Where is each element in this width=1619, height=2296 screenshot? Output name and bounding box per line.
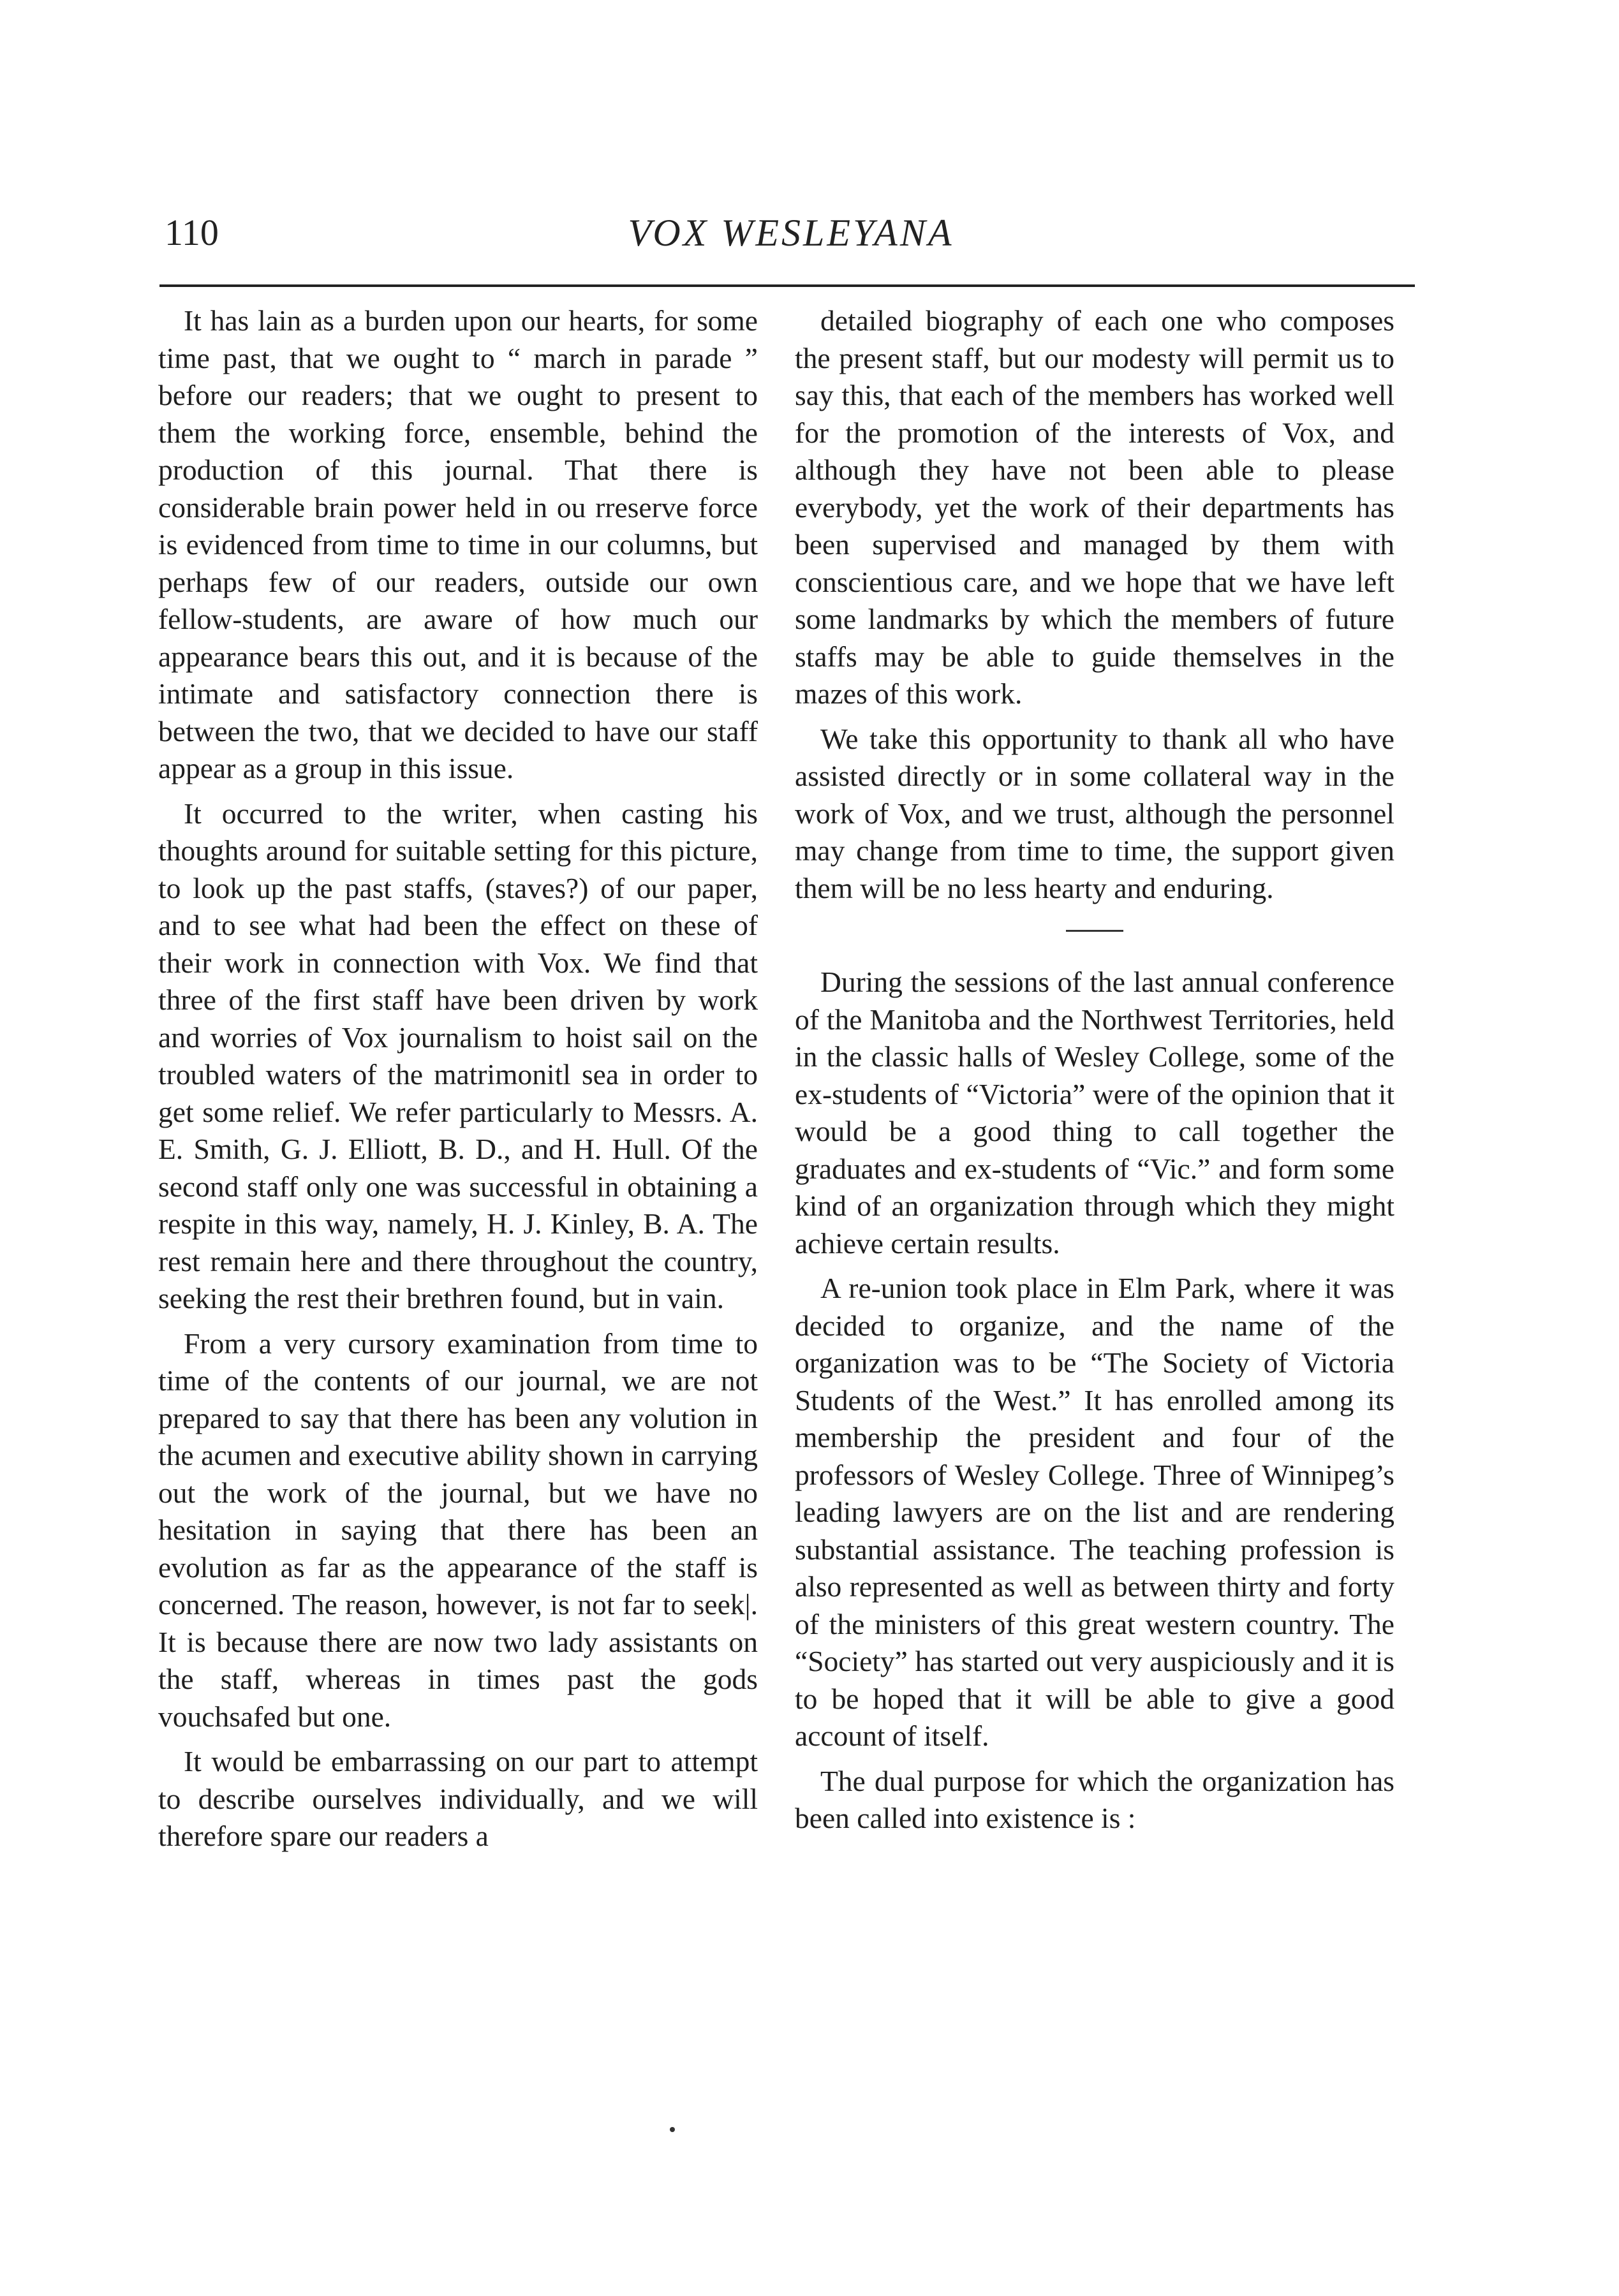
page-number: 110 xyxy=(165,212,219,253)
paragraph: We take this opportunity to thank all who have assisted directly or in some collateral way in the work of Vox, and we trust, although the personnel may change from time to time, the support given them will be no less hearty and enduring. xyxy=(795,722,1394,904)
paragraph: A re-union took place in Elm Park, where it was decided to organize, and the name of the organization was to be “The Society of Victoria Students of the West.” It has enrolled among its membership the president and four of the professors of Wesley College. Three of Winnipeg’s leading lawyers are on the list and are rendering substantial assistance. The teaching profession is also represented as well as between thirty and forty of the ministers of this great western country. The “Society” has started out very auspiciously and it is to be hoped that it will be able to give a good account of itself. xyxy=(795,1272,1394,1752)
section-separator xyxy=(1066,930,1123,932)
paragraph: The dual purpose for which the organization has been called into existence is : xyxy=(795,1764,1394,1834)
paragraph: It occurred to the writer, when casting his thoughts around for suitable setting for this picture, to look up the past staffs, (staves?) of our paper, and to see what had been the effect on these of their work in connection with Vox. We find that three of the first staff have been driven by work and worries of Vox journalism to hoist sail on the troubled waters of the matrimonitl sea in order to get some relief. We refer particularly to Messrs. A. E. Smith, G. J. Elliott, B. D., and H. Hull. Of the second staff only one was successful in obtaining a respite in this way, namely, H. J. Kinley, B. A. The rest remain here and there throughout the country, seeking the rest their brethren found, but in vain. xyxy=(158,797,758,1314)
paragraph: It has lain as a burden upon our hearts, for some time past, that we ought to “ march in parade ” before our readers; that we ought to present to them the working force, ensemble, behind the production of this journal. That there is considerable brain power held in ou rreserve force is evidenced from time to time in our columns, but perhaps few of our readers, outside our own fellow-students, are aware of how much our appearance bears this out, and it is because of the intimate and satisfactory connection there is between the two, that we decided to have our staff appear as a group in this issue. xyxy=(158,304,758,784)
paragraph: detailed biography of each one who composes the present staff, but our modesty will permit us to say this, that each of the members has worked well for the promotion of the interests of Vox, and although they have not been able to please everybody, yet the work of their departments has been supervised and managed by them with conscientious care, and we hope that we have left some landmarks by which the members of future staffs may be able to guide themselves in the mazes of this work. xyxy=(795,304,1394,710)
paragraph: It would be embarrassing on our part to attempt to describe ourselves individually, and we will therefore spare our readers a xyxy=(158,1745,758,1852)
left-column xyxy=(158,302,758,1855)
right-column xyxy=(795,302,1394,1837)
paragraph: During the sessions of the last annual conference of the Manitoba and the Northwest Territories, held in the classic halls of Wesley College, some of the ex-students of “Victoria” were of the opinion that it would be a good thing to call together the graduates and ex-students of “Vic.” and form some kind of an organization through which they might achieve certain results. xyxy=(795,966,1394,1260)
header-rule xyxy=(159,284,1415,287)
paragraph: From a very cursory examination from time to time of the contents of our journal, we are not prepared to say that there has been any volution in the acumen and executive ability shown in carrying out the work of the journal, but we have no hesitation in saying that there has been an evolution as far as the appearance of the staff is concerned. The reason, however, is not far to seek|. It is because there are now two lady assistants on the staff, whereas in times past the gods vouchsafed but one. xyxy=(158,1327,758,1733)
footer-dot xyxy=(670,2127,675,2132)
running-head: VOX WESLEYANA xyxy=(628,212,954,254)
